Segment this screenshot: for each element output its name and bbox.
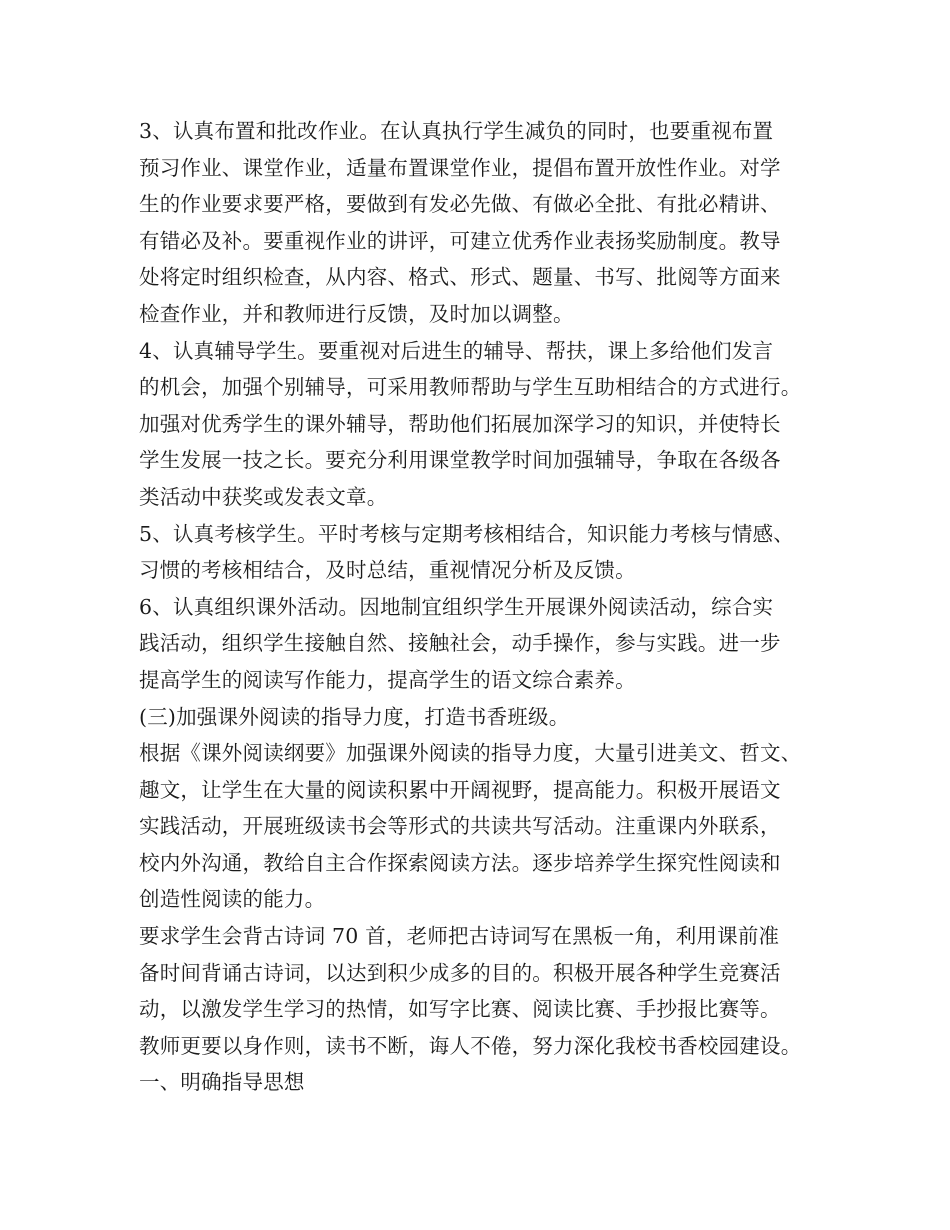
text-line: 践活动，组织学生接触自然、接触社会，动手操作，参与实践。进一步 [139,631,781,656]
text-line: 创造性阅读的能力。 [139,887,326,912]
text-line: 校内外沟通，教给自主合作探索阅读方法。逐步培养学生探究性阅读和 [139,850,781,875]
text-line: 处将定时组织检查，从内容、格式、形式、题量、书写、批阅等方面来 [139,265,781,290]
text-line: 学生发展一技之长。要充分利用课堂教学时间加强辅导，争取在各级各 [139,448,781,473]
section-heading: (三)加强课外阅读的指导力度，打造书香班级。 [139,704,570,729]
text-line: 的机会，加强个别辅导，可采用教师帮助与学生互助相结合的方式进行。 [139,375,802,400]
document-body [139,113,839,1101]
text-line: 动，以激发学生学习的热情，如写字比赛、阅读比赛、手抄报比赛等。 [139,997,781,1022]
text-line: 根据《课外阅读纲要》加强课外阅读的指导力度，大量引进美文、哲文、 [139,741,802,766]
text-line: 3、认真布置和批改作业。在认真执行学生减负的同时，也要重视布置 [139,119,774,143]
text-line: 教师更要以身作则，读书不断，诲人不倦，努力深化我校书香校园建设。 [139,1033,802,1058]
text-line: 检查作业，并和教师进行反馈，及时加以调整。 [139,301,574,326]
text-line: 要求学生会背古诗词 70 首，老师把古诗词写在黑板一角，利用课前准 [139,924,780,949]
text-line: 类活动中获奖或发表文章。 [139,484,388,509]
text-line: 生的作业要求要严格，要做到有发必先做、有做必全批、有批必精讲、 [139,192,781,217]
text-line: 趣文，让学生在大量的阅读积累中开阔视野，提高能力。积极开展语文 [139,777,781,802]
text-line: 预习作业、课堂作业，适量布置课堂作业，提倡布置开放性作业。对学 [139,155,781,180]
text-line: 加强对优秀学生的课外辅导，帮助他们拓展加深学习的知识，并使特长 [139,411,781,436]
text-line: 6、认真组织课外活动。因地制宜组织学生开展课外阅读活动，综合实 [139,594,774,619]
section-heading: 一、明确指导思想 [139,1070,305,1095]
text-line: 提高学生的阅读写作能力，提高学生的语文综合素养。 [139,667,636,692]
text-line: 习惯的考核相结合，及时总结，重视情况分析及反馈。 [139,558,636,583]
text-line: 备时间背诵古诗词，以达到积少成多的目的。积极开展各种学生竞赛活 [139,960,781,985]
text-line: 5、认真考核学生。平时考核与定期考核相结合，知识能力考核与情感、 [139,521,794,546]
text-line: 4、认真辅导学生。要重视对后进生的辅导、帮扶，课上多给他们发言 [139,338,774,363]
text-line: 实践活动，开展班级读书会等形式的共读共写活动。注重课内外联系， [139,814,781,839]
text-line: 有错必及补。要重视作业的讲评，可建立优秀作业表扬奖励制度。教导 [139,228,781,253]
